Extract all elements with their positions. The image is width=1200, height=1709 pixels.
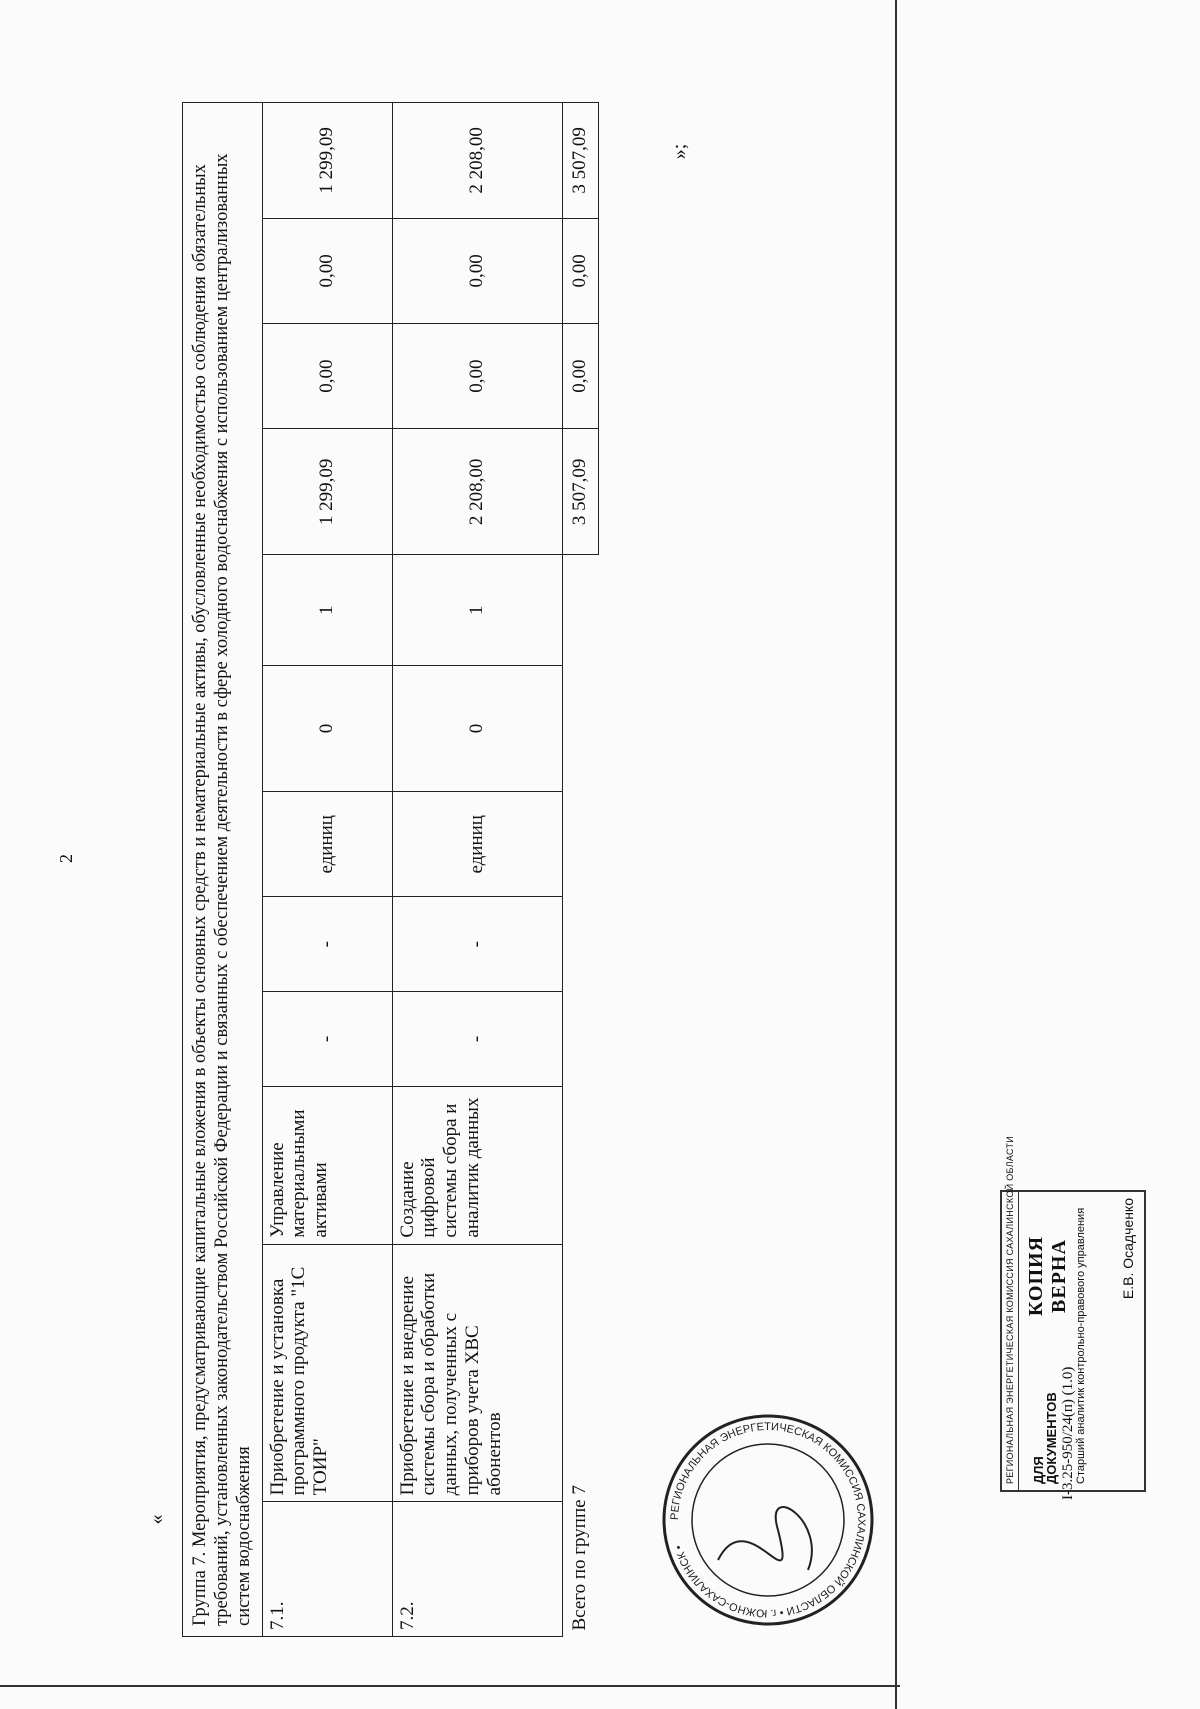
stamp-for-docs: ДЛЯ ДОКУМЕНТОВ — [1031, 1392, 1059, 1484]
cell-col5: - — [262, 897, 392, 992]
unit: единиц — [392, 792, 562, 897]
measure-goal: Управление материальными активами — [262, 1086, 392, 1244]
year-2-cost: 0,00 — [392, 218, 562, 323]
table-row — [262, 103, 392, 1637]
totals-year-3: 3 507,09 — [562, 103, 598, 219]
cell-col4: - — [392, 992, 562, 1087]
stamp-title: КОПИЯ ВЕРНА — [1025, 1235, 1070, 1317]
round-seal — [658, 1410, 878, 1630]
stamp-signer: Е.В. Осадченко — [1120, 1198, 1136, 1300]
value-after: 1 — [392, 555, 562, 665]
rotated-table-container — [182, 102, 662, 1637]
measure-name: Приобретение и установка программного продукта "1С ТОИР" — [262, 1244, 392, 1502]
year-3-cost: 2 208,00 — [392, 103, 562, 219]
value-before: 0 — [262, 665, 392, 791]
table-row — [392, 103, 562, 1637]
value-before: 0 — [392, 665, 562, 791]
opening-quote: « — [145, 1514, 168, 1525]
row-number: 7.2. — [392, 1502, 562, 1637]
measure-name: Приобретение и внедрение системы сбора и обработки данных, полученных с приборов учета ХВС абонентов — [392, 1244, 562, 1502]
year-2-cost: 0,00 — [262, 218, 392, 323]
year-3-cost: 1 299,09 — [262, 103, 392, 219]
stamp-org: РЕГИОНАЛЬНАЯ ЭНЕРГЕТИЧЕСКАЯ КОМИССИЯ САХАЛИНСКОЙ ОБЛАСТИ — [1002, 1192, 1019, 1490]
year-1-cost: 0,00 — [262, 324, 392, 429]
cell-col4: - — [262, 992, 392, 1087]
measure-goal: Создание цифровой системы сбора и аналитик данных — [392, 1086, 562, 1244]
page-number: 2 — [56, 854, 76, 863]
investment-table — [182, 102, 599, 1637]
signature-stroke — [718, 1507, 812, 1570]
stamp-position: Старший аналитик контрольно-правового управления — [1075, 1207, 1087, 1484]
totals-total: 3 507,09 — [562, 429, 598, 555]
scan-edge-vertical — [895, 0, 897, 1709]
unit: единиц — [262, 792, 392, 897]
totals-year-1: 0,00 — [562, 324, 598, 429]
scan-edge-horizontal — [0, 1685, 900, 1687]
row-number: 7.1. — [262, 1502, 392, 1637]
year-1-cost: 0,00 — [392, 324, 562, 429]
totals-label: Всего по группе 7 — [569, 1485, 591, 1631]
cell-col5: - — [392, 897, 562, 992]
totals-year-2: 0,00 — [562, 218, 598, 323]
value-after: 1 — [262, 555, 392, 665]
group-title: Группа 7. Мероприятия, предусматривающие капитальные вложения в объекты основных средств и нематериальные активы, обусловленные необходимостью соблюдения обязательных требований, установленных законодательством Российской Федерации и связанных с обеспечением деятельности в сфере холодного водоснабжения с использованием централизованных систем водоснабжения — [183, 103, 263, 1637]
totals-row — [562, 103, 598, 1637]
group-title-row — [183, 103, 263, 1637]
closing-quote: »; — [668, 143, 691, 160]
seal-text: РЕГИОНАЛЬНАЯ ЭНЕРГЕТИЧЕСКАЯ КОМИССИЯ САХАЛИНСКОЙ ОБЛАСТИ • г. ЮЖНО-САХАЛИНСК • — [668, 1420, 868, 1620]
total-cost: 1 299,09 — [262, 429, 392, 555]
totals-spacer — [562, 555, 598, 1086]
total-cost: 2 208,00 — [392, 429, 562, 555]
document-code: I-3.25-950/24(п) (1.0) — [1060, 1366, 1076, 1500]
